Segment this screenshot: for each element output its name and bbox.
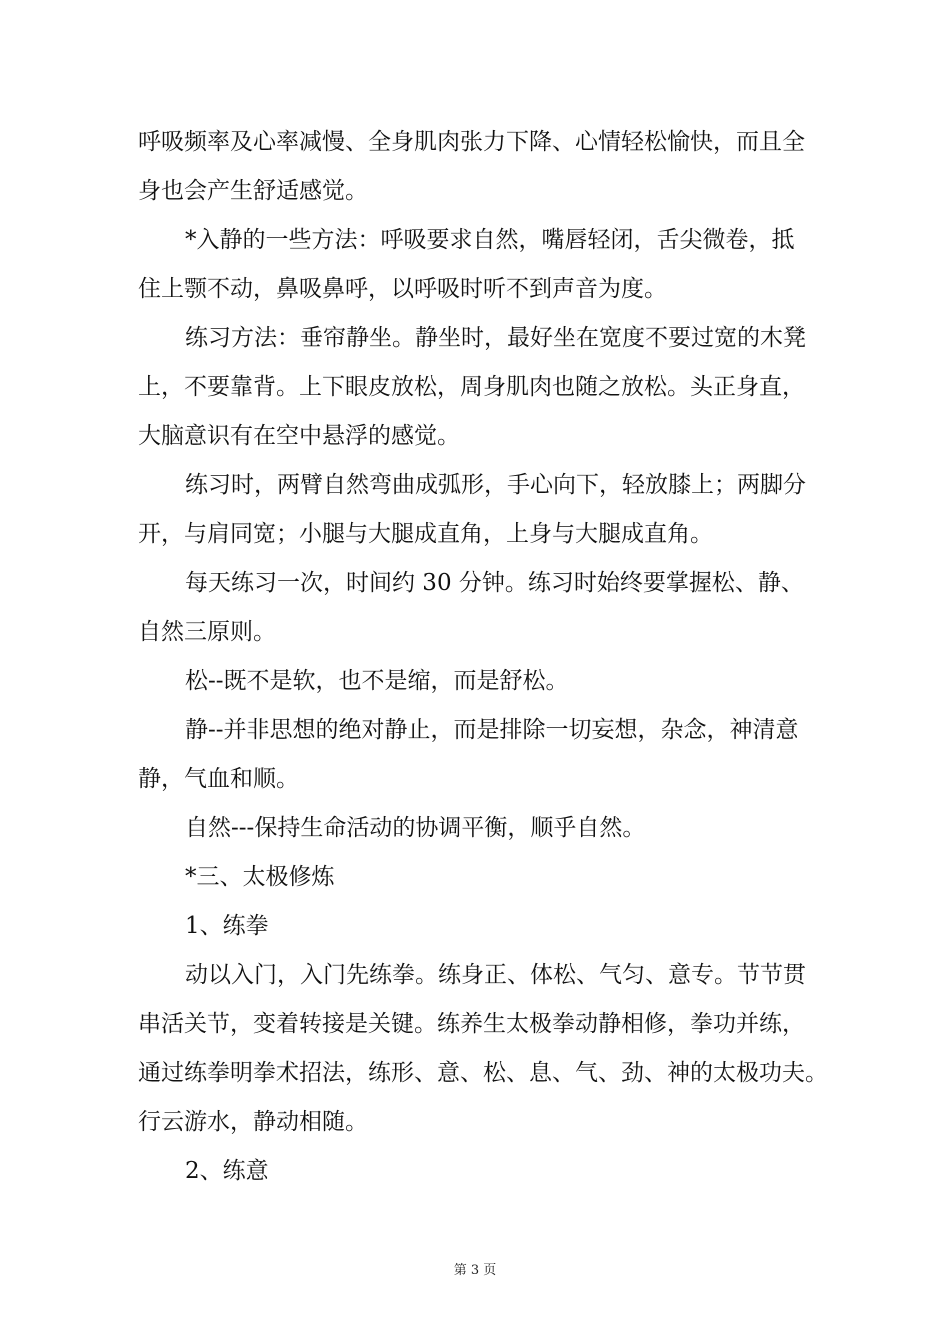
text-line: 住上颚不动，鼻吸鼻呼，以呼吸时听不到声音为度。 — [138, 276, 667, 302]
text-line: 行云游水，静动相随。 — [138, 1109, 368, 1135]
text-line: 动以入门，入门先练拳。练身正、体松、气匀、意专。节节贯 — [185, 962, 806, 988]
paragraph — [138, 1147, 838, 1196]
text-line: *三、太极修炼 — [185, 864, 335, 890]
text-line: 1、练拳 — [185, 913, 269, 939]
paragraph — [138, 853, 838, 902]
paragraph — [138, 902, 838, 951]
paragraph — [138, 461, 838, 559]
text-line: 呼吸频率及心率减慢、全身肌肉张力下降、心情轻松愉快，而且全 — [138, 129, 805, 155]
text-line: 松--既不是软，也不是缩，而是舒松。 — [185, 668, 569, 694]
paragraph — [138, 706, 838, 804]
text-line: 开，与肩同宽；小腿与大腿成直角，上身与大腿成直角。 — [138, 521, 713, 547]
text-line: 练习时，两臂自然弯曲成弧形，手心向下，轻放膝上；两脚分 — [185, 472, 806, 498]
paragraph — [138, 657, 838, 706]
text-line: 上，不要靠背。上下眼皮放松，周身肌肉也随之放松。头正身直， — [138, 374, 805, 400]
text-line: 练习方法：垂帘静坐。静坐时，最好坐在宽度不要过宽的木凳 — [185, 325, 806, 351]
text-line: 通过练拳明拳术招法，练形、意、松、息、气、劲、神的太极功夫。 — [138, 1060, 828, 1086]
paragraph — [138, 559, 838, 657]
text-line: 串活关节，变着转接是关键。练养生太极拳动静相修，拳功并练， — [138, 1011, 805, 1037]
paragraph — [138, 804, 838, 853]
text-line: 自然三原则。 — [138, 619, 276, 645]
paragraph — [138, 118, 838, 216]
text-line: 身也会产生舒适感觉。 — [138, 178, 368, 204]
document-body — [138, 118, 838, 1196]
page-number: 第 3 页 — [453, 1263, 497, 1278]
paragraph — [138, 951, 838, 1147]
text-line: 每天练习一次，时间约 30 分钟。练习时始终要掌握松、静、 — [185, 570, 804, 596]
paragraph — [138, 314, 838, 461]
paragraph — [138, 216, 838, 314]
text-line: *入静的一些方法：呼吸要求自然，嘴唇轻闭，舌尖微卷，抵 — [185, 227, 795, 253]
text-line: 大脑意识有在空中悬浮的感觉。 — [138, 423, 460, 449]
text-line: 2、练意 — [185, 1158, 269, 1184]
text-line: 静，气血和顺。 — [138, 766, 299, 792]
text-line: 自然---保持生命活动的协调平衡，顺乎自然。 — [185, 815, 646, 841]
text-line: 静--并非思想的绝对静止，而是排除一切妄想，杂念，神清意 — [185, 717, 799, 743]
